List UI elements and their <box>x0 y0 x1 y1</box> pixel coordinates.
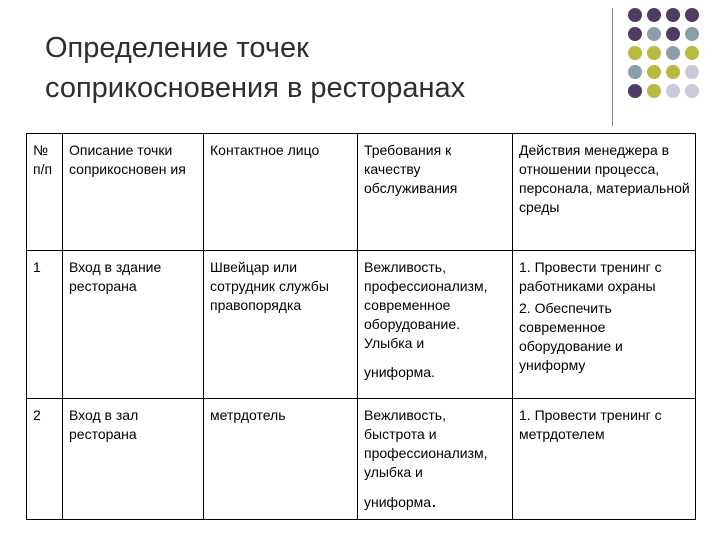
row-requirements <box>358 399 513 520</box>
requirements-end-text: униформа <box>364 494 432 510</box>
header-point: Описание точки соприкосновен ия <box>63 134 204 251</box>
row-actions <box>513 399 696 520</box>
decorative-dot <box>685 8 699 22</box>
action-item: 2. Обеспечить современное оборудование и униформу <box>519 300 623 373</box>
title-line-2: соприкосновения в ресторанах <box>45 72 466 104</box>
requirements-end-dot: . <box>431 490 437 512</box>
decorative-dot <box>647 8 661 22</box>
decorative-dot <box>647 65 661 79</box>
requirements-end: униформа. <box>364 364 435 380</box>
decorative-dot <box>685 46 699 60</box>
decorative-dot <box>685 65 699 79</box>
decorative-dot-grid <box>628 8 718 108</box>
decorative-dot <box>628 27 642 41</box>
header-requirements: Требования к качеству обслуживания <box>358 134 513 251</box>
row-actions <box>513 251 696 399</box>
decorative-dot <box>666 46 680 60</box>
row-requirements <box>358 251 513 399</box>
requirements-end <box>364 492 507 512</box>
decorative-dot <box>628 46 642 60</box>
row-contact: метрдотель <box>204 399 358 520</box>
row-num: 1 <box>27 251 63 399</box>
action-item: 1. Провести тренинг с метрдотелем <box>519 407 662 442</box>
decorative-dot <box>666 84 680 98</box>
requirements-text: Вежливость, быстрота и профессионализм, улыбка и <box>364 407 488 480</box>
header-actions: Действия менеджера в отношении процесса, персонала, материальной среды <box>513 134 696 251</box>
decorative-dot <box>628 8 642 22</box>
requirements-text: Вежливость, профессионализм, современное оборудование. Улыбка и <box>364 259 488 351</box>
decorative-dot <box>666 8 680 22</box>
decorative-dot <box>666 65 680 79</box>
title-line-1: Определение точек <box>45 32 309 64</box>
row-point: Вход в здание ресторана <box>63 251 204 399</box>
row-point: Вход в зал ресторана <box>63 399 204 520</box>
decorative-dot <box>685 27 699 41</box>
action-item: 1. Провести тренинг с работниками охраны <box>519 259 662 294</box>
row-contact: Швейцар или сотрудник службы правопорядка <box>204 251 358 399</box>
decorative-dot <box>647 46 661 60</box>
decorative-dot <box>628 84 642 98</box>
touchpoints-table <box>26 133 696 520</box>
table-row <box>27 251 696 399</box>
decorative-dot <box>628 65 642 79</box>
row-num: 2 <box>27 399 63 520</box>
decorative-dot <box>685 84 699 98</box>
decorative-dot <box>666 27 680 41</box>
header-num: № п/п <box>27 134 63 251</box>
table-row <box>27 399 696 520</box>
decorative-dot <box>647 27 661 41</box>
decorative-dot <box>647 84 661 98</box>
decorative-divider <box>612 8 613 126</box>
header-contact: Контактное лицо <box>204 134 358 251</box>
slide-title <box>45 28 605 108</box>
header-row <box>27 134 696 251</box>
